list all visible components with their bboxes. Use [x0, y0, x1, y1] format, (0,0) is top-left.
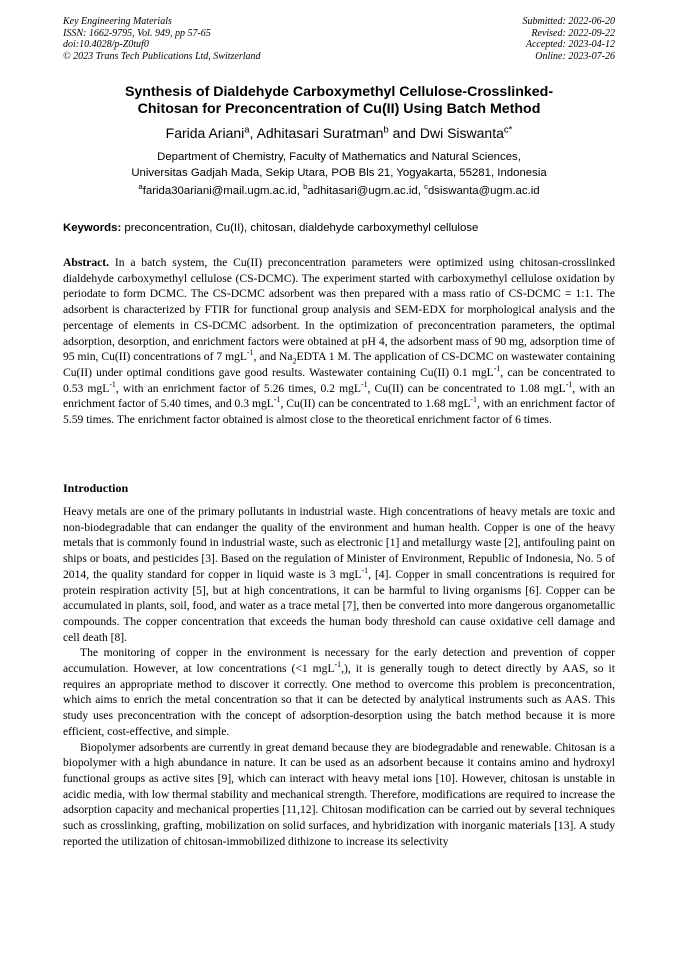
- email-separator: ,: [296, 185, 304, 197]
- superscript: -1: [565, 379, 573, 389]
- abstract-text: , with an enrichment factor of 5.26 times, 0.2 mgL: [115, 381, 361, 395]
- abstract-text: , Cu(II) can be concentrated to 1.68 mgL: [280, 397, 471, 411]
- author-name: Dwi Siswanta: [419, 125, 504, 141]
- keywords-text: preconcentration, Cu(II), chitosan, dialdehyde carboxymethyl cellulose: [121, 222, 479, 234]
- abstract-text: , with an enrichment factor of 5.59 times. The enrichment factor obtained is almost close to the theoretical enrichment factor of 6 times.: [63, 397, 615, 427]
- author-name: Adhitasari Suratman: [256, 125, 384, 141]
- journal-header: [63, 16, 261, 62]
- superscript: -1: [334, 660, 342, 670]
- keywords: [63, 221, 615, 236]
- abstract-text: , with an enrichment factor of 5.40 times, and 0.3 mgL: [63, 381, 615, 411]
- superscript: -1: [247, 348, 254, 358]
- date-submitted: Submitted: 2022-06-20: [522, 16, 615, 27]
- paper-title: [63, 84, 615, 118]
- affiliation: [40, 149, 638, 181]
- superscript: -1: [493, 364, 501, 374]
- journal-name: Key Engineering Materials: [63, 16, 172, 27]
- issn-volume: ISSN: 1662-9795, Vol. 949, pp 57-65: [63, 27, 211, 39]
- title-line-2: Chitosan for Preconcentration of Cu(II) Using Batch Method: [137, 101, 541, 117]
- superscript: -1: [109, 379, 116, 389]
- date-revised: Revised: 2022-09-22: [531, 27, 615, 39]
- author-affil-mark: b: [383, 124, 389, 136]
- email-mark: a: [138, 182, 143, 192]
- email-mark: c: [424, 182, 428, 192]
- paragraph-text: The monitoring of copper in the environment is necessary for the early detection and prevention of copper accumulation. However, at low concentrations (<1 mgL: [63, 646, 615, 676]
- paragraph: [63, 504, 615, 645]
- paragraph-text: , [4]. Copper in small concentrations is required for protein respiration activity [5], but at high concentrations, it can be harmful to living organisms [6]. Copper can be accumulated in plants, soil, food, and water as a trace metal [7], then be converted into more dangerous organometallic compounds. The copper concentration that exceeds the human body threshold can cause oxidative cell damage and cell death [8].: [63, 567, 615, 644]
- superscript: -1: [360, 379, 368, 389]
- superscript: -1: [273, 395, 281, 405]
- author-separator: and: [388, 125, 420, 141]
- paragraph-text: ,), it is generally tough to detect directly by AAS, so it requires an appropriate method to discover it correctly. One method to overcome this problem is preconcentration, which aims to enrich the metal concentration so that it can be detected by analytical instruments such as AAS. This study uses preconcentration with the concept of adsorption-desorption using the batch method because it is more efficient, cost-effective, and simple.: [63, 662, 615, 738]
- abstract-text: , and Na: [253, 350, 293, 364]
- keywords-label: Keywords:: [63, 222, 122, 234]
- email-link[interactable]: dsiswanta@ugm.ac.id: [427, 185, 540, 197]
- section-heading-introduction: Introduction: [63, 481, 129, 495]
- paragraph-text: Heavy metals are one of the primary pollutants in industrial waste. High concentrations of heavy metals are toxic and non-biodegradable that can endanger the quality of the environment and human health. Copper is one of the heavy metals that is commonly found in industrial waste, such as electronic [1] and metallurgy waste [2], antifouling paint on ships or boats, and pesticides [3]. Based on the regulation of Minister of Environment, Republic of Indonesia, No. 5 of 2014, the quality standard for copper in liquid waste is 3 mgL: [63, 505, 615, 581]
- author-list: [40, 125, 638, 142]
- author-name: Farida Ariani: [165, 125, 245, 141]
- email-mark: b: [303, 182, 308, 192]
- affiliation-line-1: Department of Chemistry, Faculty of Mathematics and Natural Sciences,: [157, 151, 521, 163]
- abstract: [63, 255, 615, 428]
- author-separator: ,: [249, 125, 257, 141]
- copyright: © 2023 Trans Tech Publications Ltd, Switzerland: [63, 50, 261, 62]
- abstract-text: , can be concentrated to 0.53 mgL: [63, 365, 615, 395]
- paragraph: [63, 645, 615, 739]
- subscript: 2: [292, 356, 297, 366]
- superscript: -1: [470, 395, 477, 405]
- paragraph: Biopolymer adsorbents are currently in great demand because they are biodegradable and renewable. Chitosan is a biopolymer with a high abundance in nature. It can be used as an adsorbent because it contains amino and hydroxyl functional groups as active sites [9], which can interact with heavy metal ions [10]. However, chitosan is unstable in acidic media, with low thermal stability and mechanical strength. Therefore, modifications are required to increase the adsorption capacity and mechanical properties [11,12]. Chitosan modification can be carried out by several techniques such as crosslinking, grafting, mobilization on solid surfaces, and hybridization with inorganic materials [13]. A study reported the utilization of chitosan-immobilized dithizone to increase its selectivity: [63, 740, 615, 848]
- date-accepted: Accepted: 2023-04-12: [525, 39, 615, 50]
- date-online: Online: 2023-07-26: [535, 50, 615, 62]
- dates-header: [523, 16, 616, 62]
- doi[interactable]: doi:10.4028/p-Z0tuf0: [63, 39, 149, 50]
- email-separator: ,: [417, 185, 425, 197]
- abstract-text: In a batch system, the Cu(II) preconcentration parameters were optimized using chitosan-crosslinked dialdehyde carboxymethyl cellulose (CS-DCMC). The experiment started with carboxymethyl cellulose oxidation by periodate to form DCMC. The CS-DCMC adsorbent was then prepared with a mass ratio of CS-DCMC = 1:1. The adsorbent is characterized by FTIR for functional group analysis and SEM-EDX for morphological analysis and the percentage of elements in CS-DCMC adsorbent. In the optimization of preconcentration parameters, the optimal adsorption, desorption, and enrichment factors were obtained at pH 4, the adsorbent mass of 90 mg, adsorption time of 95 min, Cu(II) concentrations of 7 mgL: [63, 256, 615, 364]
- author-emails: [40, 184, 638, 199]
- affiliation-line-2: Universitas Gadjah Mada, Sekip Utara, POB Bls 21, Yogyakarta, 55281, Indonesia: [131, 167, 547, 179]
- email-link[interactable]: adhitasari@ugm.ac.id: [307, 185, 418, 197]
- email-link[interactable]: farida30ariani@mail.ugm.ac.id: [142, 185, 297, 197]
- abstract-label: Abstract.: [63, 256, 110, 269]
- abstract-text: , Cu(II) can be concentrated to 1.08 mgL: [367, 381, 566, 395]
- author-affil-mark: c*: [503, 124, 513, 136]
- title-line-1: Synthesis of Dialdehyde Carboxymethyl Cellulose-Crosslinked-: [124, 84, 554, 100]
- superscript: -1: [361, 565, 369, 575]
- author-affil-mark: a: [244, 124, 250, 136]
- introduction-body: [63, 504, 615, 849]
- abstract-text: EDTA 1 M. The application of CS-DCMC on wastewater containing Cu(II) under optimal conditions gave good results. Wastewater containing Cu(II) 0.1 mgL: [63, 350, 615, 379]
